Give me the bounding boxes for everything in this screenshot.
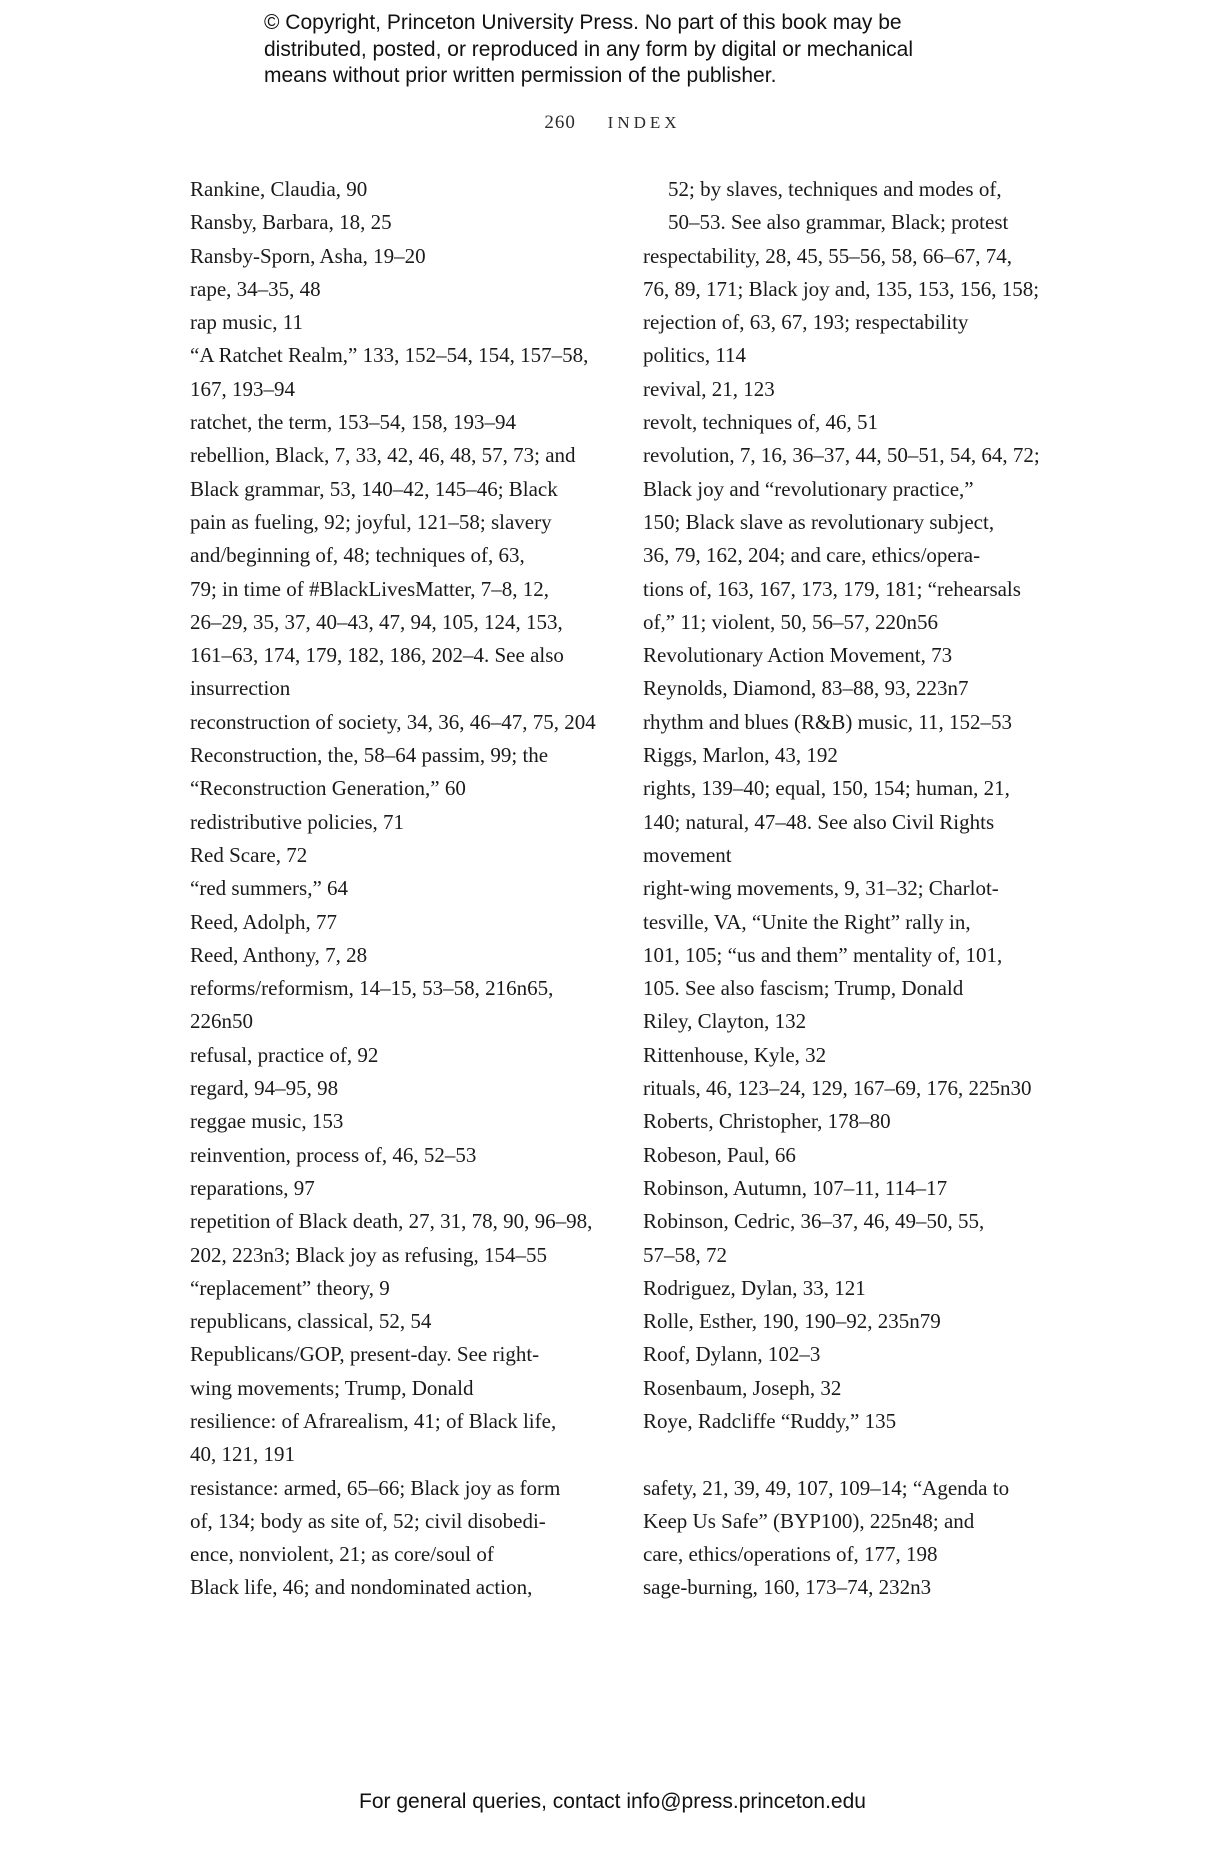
index-entry-line: care, ethics/operations of, 177, 198 [643, 1542, 938, 1567]
index-entry-line: 161–63, 174, 179, 182, 186, 202–4. See also [190, 643, 564, 668]
index-entry-line: Reed, Adolph, 77 [190, 909, 337, 934]
index-entry [643, 1405, 1063, 1438]
index-entry [643, 672, 1063, 705]
index-entry [190, 1305, 610, 1338]
index-entry [190, 273, 610, 306]
copyright-line: distributed, posted, or reproduced in any form by digital or mechanical [264, 37, 914, 61]
index-entry [190, 306, 610, 339]
index-entry-line: “A Ratchet Realm,” 133, 152–54, 154, 157–58, [190, 343, 589, 368]
index-entry-line: “Reconstruction Generation,” 60 [190, 776, 466, 801]
index-entry [643, 1205, 1063, 1272]
index-entry-line: “red summers,” 64 [190, 876, 349, 901]
index-entry-continuation [643, 173, 1063, 240]
index-entry-line: Riley, Clayton, 132 [643, 1009, 807, 1034]
index-entry-line: Reed, Anthony, 7, 28 [190, 942, 368, 967]
index-entry [643, 1272, 1063, 1305]
index-entry [643, 1338, 1063, 1371]
index-entry-line: wing movements; Trump, Donald [190, 1375, 474, 1400]
index-entry-line: 79; in time of #BlackLivesMatter, 7–8, 12, [190, 576, 550, 601]
index-entry-line: repetition of Black death, 27, 31, 78, 90, 96–98, [190, 1209, 593, 1234]
index-entry-line: reforms/reformism, 14–15, 53–58, 216n65, [190, 976, 554, 1001]
index-entry-line: rejection of, 63, 67, 193; respectability [643, 310, 969, 335]
running-head [0, 112, 1225, 134]
index-entry [190, 1272, 610, 1305]
index-entry [643, 706, 1063, 739]
index-entry [190, 439, 610, 705]
copyright-notice [264, 10, 1024, 90]
index-entry [190, 1472, 610, 1605]
index-entry [190, 806, 610, 839]
index-column-left [190, 173, 610, 1605]
index-entry-line: Ransby-Sporn, Asha, 19–20 [190, 243, 426, 268]
index-entry-line: Revolutionary Action Movement, 73 [643, 643, 953, 668]
index-entry [190, 1039, 610, 1072]
index-entry-line: tions of, 163, 167, 173, 179, 181; “rehearsals [643, 576, 1021, 601]
index-entry-line: Robeson, Paul, 66 [643, 1142, 796, 1167]
index-entry-line: reparations, 97 [190, 1175, 315, 1200]
index-entry [190, 173, 610, 206]
index-entry [643, 1105, 1063, 1138]
index-entry [643, 439, 1063, 639]
index-entry [643, 1039, 1063, 1072]
index-entry-line: rape, 34–35, 48 [190, 276, 321, 301]
index-entry-line: of,” 11; violent, 50, 56–57, 220n56 [643, 609, 938, 634]
index-entry [643, 240, 1063, 373]
index-entry-line: refusal, practice of, 92 [190, 1042, 379, 1067]
index-entry-line: reggae music, 153 [190, 1109, 344, 1134]
index-entry [190, 739, 610, 806]
index-entry [190, 1172, 610, 1205]
index-entry-line: “replacement” theory, 9 [190, 1275, 390, 1300]
copyright-line: means without prior written permission of the publisher. [264, 64, 777, 87]
index-entry-line: Republicans/GOP, present-day. See right- [190, 1342, 540, 1367]
index-entry-line: 52; by slaves, techniques and modes of, [668, 177, 1002, 201]
index-entry-line: ence, nonviolent, 21; as core/soul of [190, 1542, 494, 1567]
index-entry-line: Black joy and “revolutionary practice,” [643, 476, 974, 501]
index-entry-line: Black grammar, 53, 140–42, 145–46; Black [190, 476, 558, 501]
index-entry-line: ratchet, the term, 153–54, 158, 193–94 [190, 410, 517, 435]
index-entry-line: pain as fueling, 92; joyful, 121–58; slavery [190, 509, 552, 534]
index-entry [190, 240, 610, 273]
index-entry-line: 167, 193–94 [190, 376, 295, 401]
index-entry [643, 1472, 1063, 1572]
letter-group-gap [643, 1438, 1063, 1471]
index-entry-line: 76, 89, 171; Black joy and, 135, 153, 156, 158; [643, 276, 1040, 301]
index-entry-line: Roberts, Christopher, 178–80 [643, 1109, 891, 1134]
index-entry [190, 206, 610, 239]
index-entry-line: Roye, Radcliffe “Ruddy,” 135 [643, 1408, 897, 1433]
index-entry [643, 373, 1063, 406]
index-entry [190, 872, 610, 905]
index-entry-line: Robinson, Autumn, 107–11, 114–17 [643, 1175, 948, 1200]
index-entry-line: regard, 94–95, 98 [190, 1076, 339, 1101]
index-entry-line: Reynolds, Diamond, 83–88, 93, 223n7 [643, 676, 969, 701]
index-entry-line: Red Scare, 72 [190, 842, 308, 867]
index-entry [643, 1372, 1063, 1405]
index-entry-line: 140; natural, 47–48. See also Civil Rights [643, 809, 995, 834]
index-entry-line: 57–58, 72 [643, 1242, 727, 1267]
index-entry-line: respectability, 28, 45, 55–56, 58, 66–67, 74, [643, 243, 1013, 268]
index-entry-line: redistributive policies, 71 [190, 809, 405, 834]
index-entry-line: 150; Black slave as revolutionary subject, [643, 509, 995, 534]
index-entry [190, 1072, 610, 1105]
index-entry-line: Rankine, Claudia, 90 [190, 177, 368, 201]
index-entry-line: 202, 223n3; Black joy as refusing, 154–55 [190, 1242, 547, 1267]
index-entry-line: rhythm and blues (R&B) music, 11, 152–53 [643, 709, 1013, 734]
index-entry-line: Rodriguez, Dylan, 33, 121 [643, 1275, 866, 1300]
index-entry [643, 1005, 1063, 1038]
index-entry [643, 1571, 1063, 1604]
index-entry-line: safety, 21, 39, 49, 107, 109–14; “Agenda to [643, 1475, 1010, 1500]
index-entry [643, 772, 1063, 872]
section-title: INDEX [607, 113, 681, 132]
index-entry-line: Robinson, Cedric, 36–37, 46, 49–50, 55, [643, 1209, 985, 1234]
index-entry-line: revolt, techniques of, 46, 51 [643, 410, 879, 435]
index-entry-line: Rosenbaum, Joseph, 32 [643, 1375, 842, 1400]
index-entry-line: revolution, 7, 16, 36–37, 44, 50–51, 54, 64, 72; [643, 443, 1040, 468]
page-number: 260 [544, 112, 576, 133]
index-entry [643, 1305, 1063, 1338]
index-entry-line: 36, 79, 162, 204; and care, ethics/opera- [643, 543, 981, 568]
index-entry-line: Keep Us Safe” (BYP100), 225n48; and [643, 1508, 975, 1533]
index-entry-line: rituals, 46, 123–24, 129, 167–69, 176, 225n30 [643, 1076, 1032, 1101]
index-entry [190, 1405, 610, 1472]
index-entry [190, 339, 610, 406]
index-entry [190, 1338, 610, 1405]
index-entry-line: sage-burning, 160, 173–74, 232n3 [643, 1575, 932, 1600]
index-entry-line: resistance: armed, 65–66; Black joy as form [190, 1475, 561, 1500]
index-entry-line: rap music, 11 [190, 310, 303, 335]
index-entry-line: rights, 139–40; equal, 150, 154; human, 21, [643, 776, 1010, 801]
index-entry-line: Reconstruction, the, 58–64 passim, 99; the [190, 743, 549, 768]
index-entry-line: movement [643, 842, 732, 867]
index-entry-line: Ransby, Barbara, 18, 25 [190, 210, 392, 235]
index-entry [643, 639, 1063, 672]
index-entry-line: Rittenhouse, Kyle, 32 [643, 1042, 827, 1067]
index-entry [643, 1172, 1063, 1205]
index-entry [643, 739, 1063, 772]
index-entry-line: 226n50 [190, 1009, 253, 1034]
index-entry-line: 26–29, 35, 37, 40–43, 47, 94, 105, 124, 153, [190, 609, 563, 634]
index-entry [643, 1072, 1063, 1105]
index-entry-line: insurrection [190, 676, 291, 701]
index-entry-line: Riggs, Marlon, 43, 192 [643, 743, 838, 768]
index-entry-line: Roof, Dylann, 102–3 [643, 1342, 821, 1367]
index-entry-line: tesville, VA, “Unite the Right” rally in, [643, 909, 971, 934]
copyright-line: © Copyright, Princeton University Press. No part of this book may be [264, 11, 902, 34]
index-entry [190, 839, 610, 872]
index-entry [190, 972, 610, 1039]
index-entry-line: Black life, 46; and nondominated action, [190, 1575, 533, 1600]
index-entry-line: reconstruction of society, 34, 36, 46–47, 75, 204 [190, 709, 596, 734]
index-entry [643, 406, 1063, 439]
index-entry-line: right-wing movements, 9, 31–32; Charlot- [643, 876, 999, 901]
index-entry [643, 872, 1063, 1005]
index-entry-line: republicans, classical, 52, 54 [190, 1309, 432, 1334]
index-entry-line: of, 134; body as site of, 52; civil disobedi- [190, 1508, 546, 1533]
index-entry-line: 40, 121, 191 [190, 1442, 295, 1467]
index-entry-line: resilience: of Afrarealism, 41; of Black life, [190, 1408, 557, 1433]
index-entry [643, 1139, 1063, 1172]
index-entry-line: rebellion, Black, 7, 33, 42, 46, 48, 57, 73; and [190, 443, 576, 468]
index-entry-line: revival, 21, 123 [643, 376, 775, 401]
index-entry-line: 105. See also fascism; Trump, Donald [643, 976, 964, 1001]
index-entry-line: and/beginning of, 48; techniques of, 63, [190, 543, 525, 568]
footer-contact: For general queries, contact info@press.princeton.edu [359, 1790, 866, 1813]
index-entry-line: 101, 105; “us and them” mentality of, 101, [643, 942, 1003, 967]
index-entry [190, 706, 610, 739]
index-entry [190, 939, 610, 972]
index-entry [190, 406, 610, 439]
index-column-right [643, 173, 1063, 1605]
index-entry-line: Rolle, Esther, 190, 190–92, 235n79 [643, 1309, 941, 1334]
index-entry [190, 1205, 610, 1272]
index-entry [190, 1139, 610, 1172]
index-entry [190, 1105, 610, 1138]
index-entry-line: 50–53. See also grammar, Black; protest [668, 210, 1009, 235]
index-entry-line: politics, 114 [643, 343, 747, 368]
index-entry-line: reinvention, process of, 46, 52–53 [190, 1142, 477, 1167]
index-entry [190, 906, 610, 939]
